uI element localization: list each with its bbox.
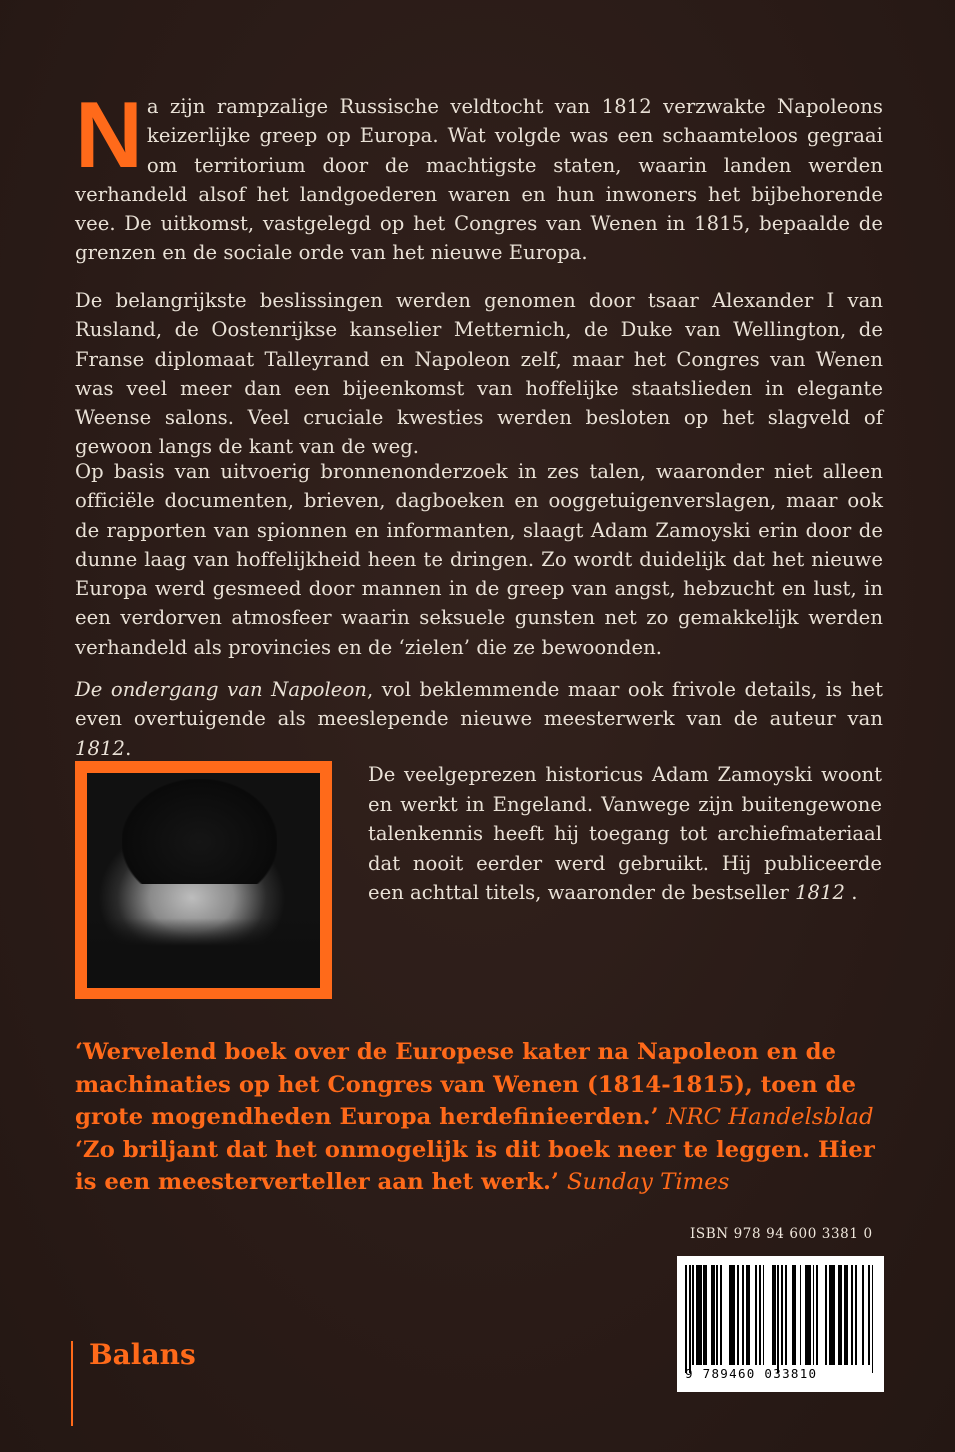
- review-quote: [75, 1036, 883, 1134]
- bio-text: De veelgeprezen historicus Adam Zamoyski woont en werkt in Engeland. Vanwege zijn buitengewone talenkennis heeft hij toegang tot archiefmateriaal dat nooit eerder werd gebruikt. Hij publiceerde een achttal titels, waaronder de bestseller: [368, 763, 882, 904]
- isbn-label: ISBN 978 94 600 3381 0: [690, 1226, 873, 1242]
- paragraph-research: Op basis van uitvoerig bronnenonderzoek in zes talen, waaronder niet alleen officiële documenten, brieven, dagboeken en ooggetuigenverslagen, maar ook de rapporten van spionnen en informanten, slaagt Adam Zamoyski erin door de dunne laag van hoffelijkheid heen te dringen. Zo wordt duidelijk dat het nieuwe Europa werd gesmeed door mannen in de greep van angst, hebzucht en lust, in een verdorven atmosfeer waarin seksuele gunsten net zo gemakkelijk werden verhandeld als provincies en de ‘zielen’ die ze bewoonden.: [75, 460, 883, 659]
- quote-source: Sunday Times: [566, 1169, 730, 1195]
- review-quotes: [75, 1036, 883, 1199]
- barcode-bar: [764, 1265, 771, 1365]
- quote-text: ‘Wervelend boek over de Europese kater na Napoleon en de machinaties op het Congres van Wenen (1814-1815), toen de grote mogendheden Europa herdefinieerden.’: [75, 1039, 856, 1130]
- bio-ref-italic: 1812: [795, 881, 845, 904]
- book-ref-italic: 1812: [75, 736, 126, 760]
- author-bio: [368, 760, 882, 908]
- summary-end: .: [125, 736, 132, 760]
- quote-text: ‘Zo briljant dat het onmogelijk is dit boek neer te leggen. Hier is een meesterverteller aan het werk.’: [75, 1136, 875, 1195]
- book-title-italic: De ondergang van Napoleon: [75, 678, 367, 701]
- intro-text: a zijn rampzalige Russische veldtocht van 1812 verzwakte Napoleons keizerlijke greep op Europa. Wat volgde was een schaamteloos gegraai om territorium door de machtigste staten, waarin landen werden verhandeld alsof het landgoederen waren en hun inwoners het bijbehorende vee. De uitkomst, vastgelegd op het Congres van Wenen in 1815, bepaalde de grenzen en de sociale orde van het nieuwe Europa.: [75, 95, 883, 265]
- review-quote: [75, 1134, 883, 1199]
- barcode-bar: [818, 1265, 825, 1365]
- quote-source: NRC Handelsblad: [666, 1104, 874, 1130]
- intro-paragraph: [75, 82, 883, 268]
- publisher-name: Balans: [89, 1338, 196, 1371]
- publisher-rule: [71, 1341, 73, 1426]
- barcode-bar: [722, 1265, 729, 1365]
- author-photo: [87, 773, 320, 988]
- author-photo-frame: [75, 761, 332, 999]
- bio-end: .: [844, 881, 858, 904]
- summary-text: , vol beklemmende maar ook frivole details, is het even overtuigende als meeslepende nieuwe meesterwerk van de auteur van: [75, 678, 884, 731]
- barcode-bars: [685, 1265, 876, 1365]
- barcode-digits: 9 789460 033810: [685, 1366, 818, 1381]
- barcode: [677, 1256, 884, 1392]
- drop-cap: N: [75, 82, 141, 187]
- paragraph-summary: [75, 675, 883, 763]
- barcode-bar: [873, 1265, 875, 1373]
- paragraph-decisions: De belangrijkste beslissingen werden genomen door tsaar Alexander I van Rusland, de Oostenrijkse kanselier Metternich, de Duke van Wellington, de Franse diplomaat Talleyrand en Napoleon zelf, maar het Congres van Wenen was veel meer dan een bijeenkomst van hoffelijke staatslieden in elegante Weense salons. Veel cruciale kwesties werden besloten op het slagveld of gewoon langs de kant van de weg.: [75, 289, 883, 459]
